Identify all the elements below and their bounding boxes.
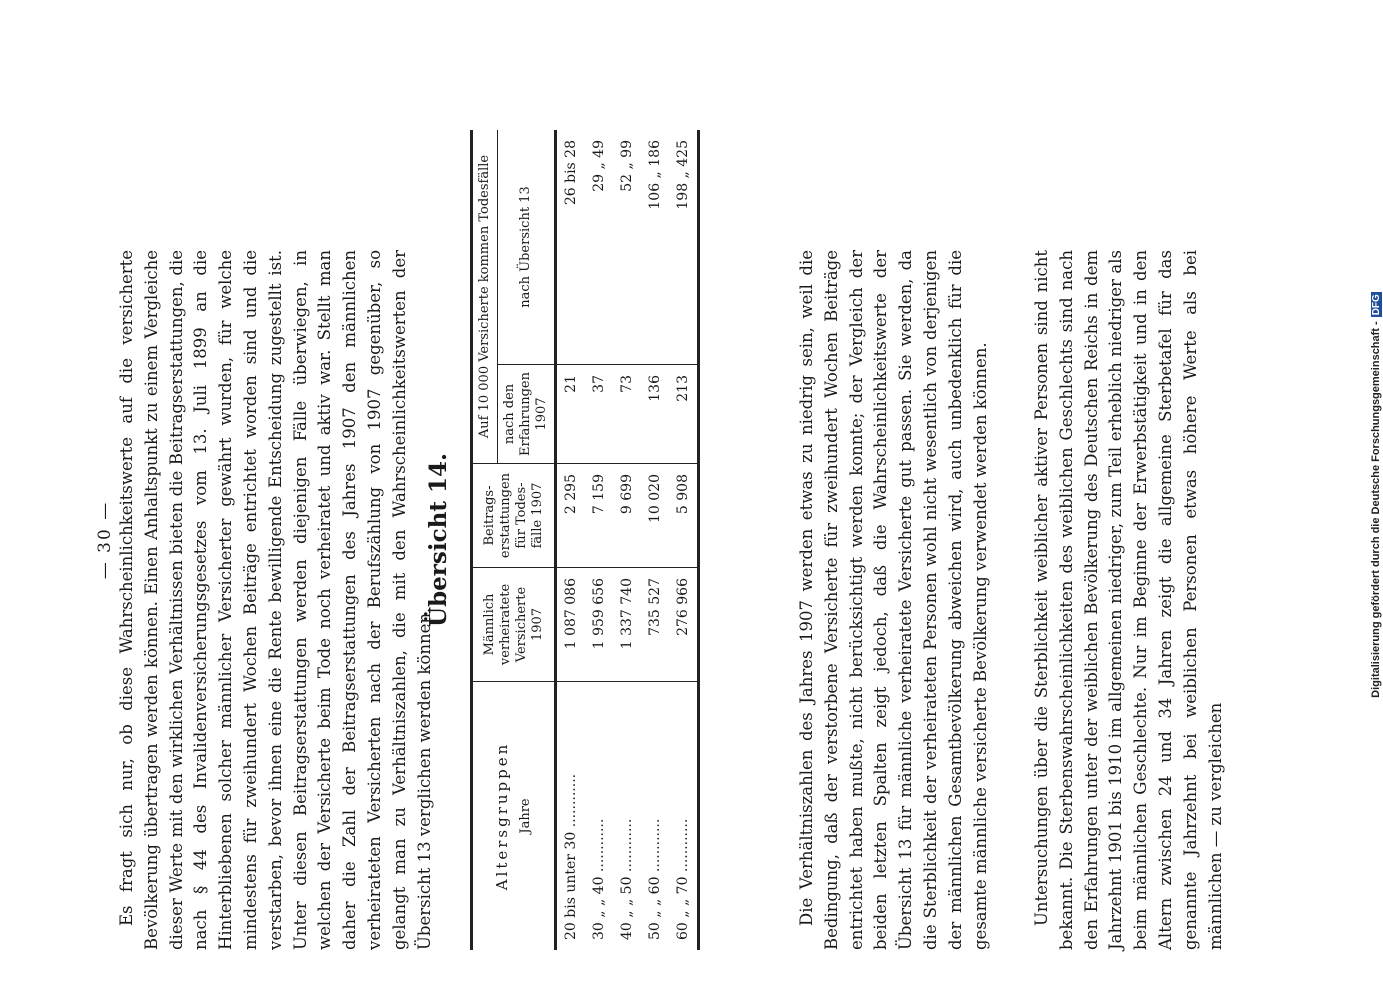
paragraph-2-text: Die Verhältniszahlen des Jahres 1907 werden etwas zu niedrig sein, weil die Bedingung, daß der verstorbene Versicherte für zweihundert Wochen Beiträge entrichtet haben mußte, nicht berücksichtigt werden konnte; der Vergleich der beiden letzten Spalten zeigt jedoch, daß die Wahrscheinlichkeitswerte der Übersicht 13 für männliche verheiratete Versicherte gut passen. Sie werden, da die Sterblichkeit der verheirateten Personen wohl nicht wesentlich von derjenigen der männlichen Gesamtbevölkerung abweichen wird, auch unbedenklich für die gesamte männliche versicherte Bevölkerung verwendet werden können. — [797, 250, 990, 950]
cell-overview: 26 bis 28 — [556, 130, 586, 365]
table-row — [585, 130, 613, 950]
cell-insured: 1 959 656 — [585, 568, 613, 682]
header-age-unit: Jahre — [517, 798, 533, 834]
paragraph-1-text: Es fragt sich nur, ob diese Wahrscheinlichkeitswerte auf die versicherte Bevölkerung übertragen werden können. Einen Anhaltspunkt zu einem Vergleiche dieser Werte mit den wirklichen Verhältnissen bieten die Beitragserstattungen, die nach § 44 des Invalidenversicherungsgesetzes vom 13. Juli 1899 an die Hinterbliebenen solcher männlicher Versicherter gewährt wurden, für welche mindestens für zweihundert Wochen Beiträge entrichtet worden sind und die verstarben, bevor ihnen eine die Rente bewilligende Entscheidung zugestellt ist. Unter diesen Beitragserstattungen werden diejenigen Fälle überwiegen, in welchen der Versicherte beim Tode noch verheiratet und aktiv war. Stellt man daher die Zahl der Beitragserstattungen des Jahres 1907 den männlichen verheirateten Versicherten nach der Berufszählung von 1907 gegenüber, so gelangt man zu Verhältniszahlen, die mit den Wahrscheinlichkeitswerten der Übersicht 13 verglichen werden können. — [117, 250, 434, 950]
rotated-page — [95, 130, 1225, 950]
cell-age: 20 bis unter 30 ............ — [563, 773, 579, 940]
cell-refunds: 9 699 — [613, 464, 641, 568]
cell-age: 40 „ „ 50 ............ — [619, 818, 635, 940]
statistics-table — [470, 130, 700, 950]
header-overview-13: nach Übersicht 13 — [498, 130, 556, 365]
cell-insured: 276 966 — [669, 568, 699, 682]
digitization-credit — [1370, 0, 1383, 995]
cell-refunds: 5 908 — [669, 464, 699, 568]
paragraph-1 — [115, 250, 437, 950]
cell-refunds: 7 159 — [585, 464, 613, 568]
cell-insured: 735 527 — [641, 568, 669, 682]
table-row — [556, 130, 586, 950]
cell-age: 50 „ „ 60 ............ — [647, 818, 663, 940]
paragraph-2 — [795, 250, 993, 950]
cell-overview: 52 „ 99 — [613, 130, 641, 365]
cell-experience: 136 — [641, 365, 669, 464]
credit-text: Digitalisierung gefördert durch die Deutsche Forschungsgemeinschaft - — [1370, 321, 1382, 698]
header-age-group — [472, 682, 556, 951]
cell-insured: 1 087 086 — [556, 568, 586, 682]
cell-experience: 21 — [556, 365, 586, 464]
header-per-10000: Auf 10 000 Versicherte kommen Todesfälle — [472, 130, 498, 464]
cell-experience: 213 — [669, 365, 699, 464]
paragraph-3 — [1030, 250, 1228, 950]
cell-experience: 37 — [585, 365, 613, 464]
cell-refunds: 2 295 — [556, 464, 586, 568]
cell-refunds: 10 020 — [641, 464, 669, 568]
header-insured: Männlich verheiratete Versicherte 1907 — [472, 568, 556, 682]
header-experience-1907: nach den Erfahrungen 1907 — [498, 365, 556, 464]
paragraph-3-text: Untersuchungen über die Sterblichkeit weiblicher aktiver Personen sind nicht bekannt. Die Sterbenswahrscheinlichkeiten des weiblichen Geschlechts sind nach den Erfahrungen unter der weiblichen Bevölkerung des Deutschen Reichs in dem Jahrzehnt 1901 bis 1910 im allgemeinen niedriger, zum Teil erheblich niedriger als beim männlichen Geschlechte. Nur im Beginne der Erwerbstätigkeit und in den Altern zwischen 24 und 34 Jahren zeigt die allgemeine Sterbetafel für das genannte Jahrzehnt bei weiblichen Personen etwas höhere Werte als bei männlichen — zu vergleichen — [1032, 250, 1225, 950]
header-refunds: Beitrags- erstattungen für Todes- fälle 1907 — [472, 464, 556, 568]
page-number: — 30 — — [95, 500, 115, 580]
dfg-logo: DFG — [1371, 294, 1382, 316]
cell-overview: 106 „ 186 — [641, 130, 669, 365]
table-wrapper — [470, 130, 770, 950]
cell-overview: 198 „ 425 — [669, 130, 699, 365]
header-age-group-label: Altersgruppen — [492, 741, 511, 891]
cell-overview: 29 „ 49 — [585, 130, 613, 365]
table-title: Übersicht 14. — [425, 453, 452, 627]
cell-age: 30 „ „ 40 ............ — [591, 818, 607, 940]
cell-experience: 73 — [613, 365, 641, 464]
table-row — [641, 130, 669, 950]
table-row — [613, 130, 641, 950]
cell-age: 60 „ „ 70 ............ — [669, 682, 699, 951]
table-row — [669, 130, 699, 950]
cell-insured: 1 337 740 — [613, 568, 641, 682]
